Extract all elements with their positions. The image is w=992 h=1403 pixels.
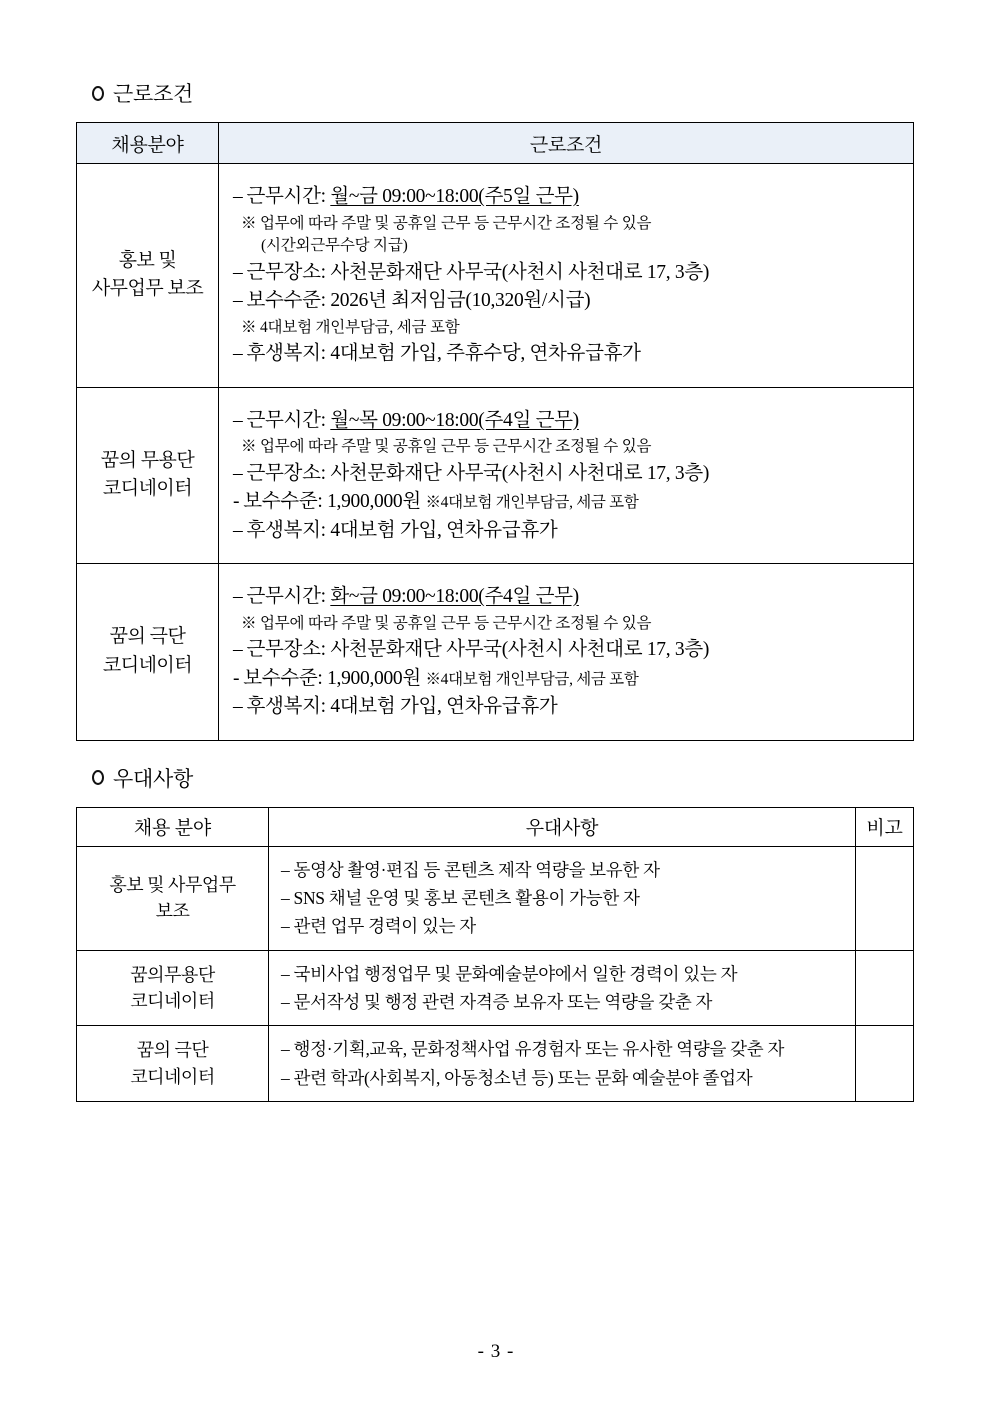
condition-note: ※ 4대보험 개인부담금, 세금 포함 [241, 318, 460, 336]
condition-line: – 보수수준: 2026년 최저임금(10,320원/시급) [233, 290, 591, 311]
field-line: 보조 [155, 901, 190, 922]
preference-line: – 문서작성 및 행정 관련 자격증 보유자 또는 역량을 갖춘 자 [281, 991, 713, 1012]
field-line: 코디네이터 [130, 990, 215, 1011]
conditions-cell [219, 387, 914, 564]
section-title: 우대사항 [113, 766, 193, 791]
condition-line: – 근무장소: 사천문화재단 사무국(사천시 사천대로 17, 3층) [233, 261, 710, 283]
conditions-cell [219, 164, 914, 388]
field-cell [77, 950, 269, 1026]
column-header-field: 채용분야 [77, 123, 219, 164]
preference-line: – 관련 업무 경력이 있는 자 [281, 916, 476, 937]
condition-note: ※ 업무에 따라 주말 및 공휴일 근무 등 근무시간 조정될 수 있음 [241, 214, 652, 232]
preference-line: – SNS 채널 운영 및 홍보 콘텐츠 활용이 가능한 자 [281, 887, 640, 908]
circle-bullet-icon [92, 770, 104, 785]
condition-line: – 후생복지: 4대보험 가입, 주휴수당, 연차유급휴가 [233, 343, 641, 364]
condition-line: – 근무장소: 사천문화재단 사무국(사천시 사천대로 17, 3층) [233, 462, 710, 484]
field-cell [77, 164, 219, 388]
preference-line: – 국비사업 행정업무 및 문화예술분야에서 일한 경력이 있는 자 [281, 963, 738, 984]
column-header-note: 비고 [856, 807, 914, 846]
note-cell [856, 846, 914, 950]
section-title: 근로조건 [113, 82, 193, 106]
note-cell [856, 950, 914, 1026]
field-line: 코디네이터 [102, 654, 193, 676]
preferences-cell [269, 846, 856, 950]
table-row [77, 950, 914, 1026]
column-header-preferences: 우대사항 [269, 807, 856, 846]
table-row [77, 1026, 914, 1102]
field-line: 사무업무 보조 [91, 278, 204, 300]
table-header-row [77, 807, 914, 846]
condition-line: - 보수수준: 1,900,000원 ※4대보험 개인부담금, 세금 포함 [233, 491, 639, 512]
field-cell [77, 564, 219, 741]
condition-note: ※ 업무에 따라 주말 및 공휴일 근무 등 근무시간 조정될 수 있음 [241, 438, 652, 455]
preference-line: – 관련 학과(사회복지, 아동청소년 등) 또는 문화 예술분야 졸업자 [281, 1067, 753, 1088]
condition-line: – 근무시간: 월~금 09:00~18:00(주5일 근무) [233, 186, 579, 207]
note-cell [856, 1026, 914, 1102]
page-number: - 3 - [477, 1341, 515, 1362]
condition-line: – 근무시간: 월~목 09:00~18:00(주4일 근무) [233, 409, 579, 431]
field-cell [77, 387, 219, 564]
condition-line: – 근무시간: 화~금 09:00~18:00(주4일 근무) [233, 586, 579, 607]
conditions-cell [219, 564, 914, 741]
table-row [77, 164, 914, 388]
field-cell [77, 1026, 269, 1102]
preferences-cell [269, 950, 856, 1026]
column-header-field: 채용 분야 [77, 807, 269, 846]
table-row [77, 846, 914, 950]
condition-note: ※ 업무에 따라 주말 및 공휴일 근무 등 근무시간 조정될 수 있음 [241, 614, 652, 632]
field-line: 코디네이터 [102, 478, 193, 500]
field-line: 꿈의 극단 [136, 1040, 209, 1061]
field-cell [77, 846, 269, 950]
preferences-table [76, 807, 914, 1102]
preference-line: – 행정·기획,교육, 문화정책사업 유경험자 또는 유사한 역량을 갖춘 자 [281, 1039, 785, 1060]
section-heading-work-conditions [92, 78, 916, 108]
table-header-row [77, 123, 914, 164]
table-row [77, 387, 914, 564]
preferences-cell [269, 1026, 856, 1102]
field-line: 꿈의 극단 [109, 626, 186, 648]
section-heading-preferences [92, 763, 916, 793]
condition-line: – 후생복지: 4대보험 가입, 연차유급휴가 [233, 519, 558, 541]
condition-note: (시간외근무수당 지급) [261, 237, 408, 254]
preference-line: – 동영상 촬영·편집 등 콘텐츠 제작 역량을 보유한 자 [281, 859, 660, 880]
field-line: 코디네이터 [130, 1066, 215, 1087]
circle-bullet-icon [92, 86, 104, 101]
table-row [77, 564, 914, 741]
work-conditions-table [76, 122, 914, 741]
condition-line: - 보수수준: 1,900,000원 ※4대보험 개인부담금, 세금 포함 [233, 667, 639, 689]
condition-line: – 후생복지: 4대보험 가입, 연차유급휴가 [233, 696, 558, 717]
condition-line: – 근무장소: 사천문화재단 사무국(사천시 사천대로 17, 3층) [233, 639, 710, 660]
field-line: 홍보 및 사무업무 [109, 874, 236, 895]
column-header-conditions: 근로조건 [219, 123, 914, 164]
field-line: 홍보 및 [118, 249, 177, 271]
field-line: 꿈의무용단 [130, 964, 215, 985]
field-line: 꿈의 무용단 [100, 449, 195, 471]
